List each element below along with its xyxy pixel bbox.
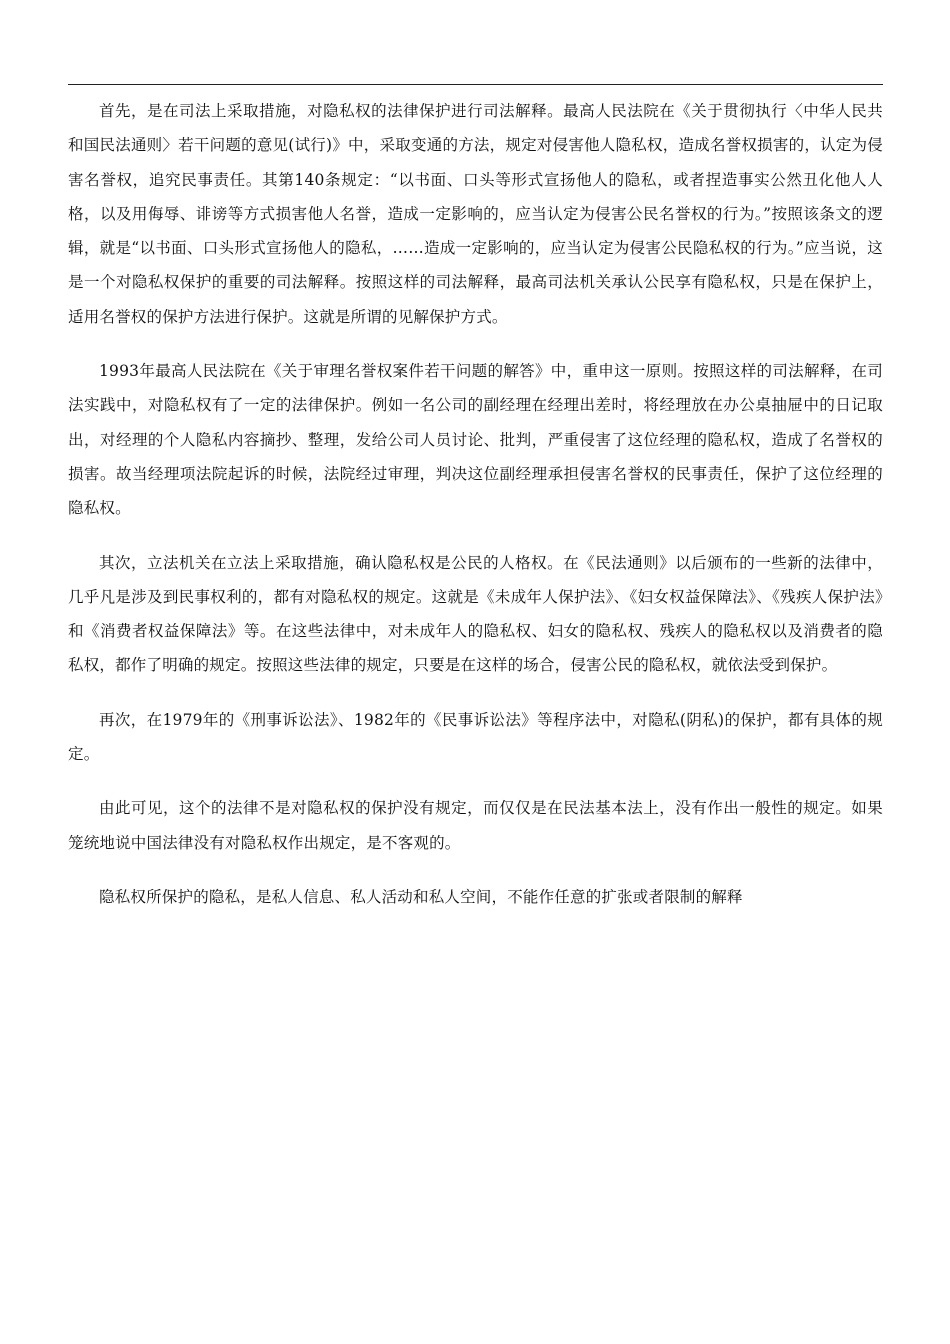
header-rule (68, 84, 883, 85)
paragraph-2: 1993年最高人民法院在《关于审理名誉权案件若干问题的解答》中，重申这一原则。按照这样的司法解释，在司法实践中，对隐私权有了一定的法律保护。例如一名公司的副经理在经理出差时，将经理放在办公桌抽屉中的日记取出，对经理的个人隐私内容摘抄、整理，发给公司人员讨论、批判，严重侵害了这位经理的隐私权，造成了名誉权的损害。故当经理项法院起诉的时候，法院经过审理，判决这位副经理承担侵害名誉权的民事责任，保护了这位经理的隐私权。 (68, 362, 883, 518)
paragraph-6: 隐私权所保护的隐私，是私人信息、私人活动和私人空间，不能作任意的扩张或者限制的解释 (99, 887, 743, 906)
paragraph-1: 首先，是在司法上采取措施，对隐私权的法律保护进行司法解释。最高人民法院在《关于贯彻执行〈中华人民共和国民法通则〉若干问题的意见(试行)》中，采取变通的方法，规定对侵害他人隐私权，造成名誉权损害的，认定为侵害名誉权，追究民事责任。其第140条规定：“以书面、口头等形式宣扬他人的隐私，或者捏造事实公然丑化他人人格，以及用侮辱、诽谤等方式损害他人名誉，造成一定影响的，应当认定为侵害公民名誉权的行为。”按照该条文的逻辑，就是“以书面、口头形式宣扬他人的隐私，……造成一定影响的，应当认定为侵害公民隐私权的行为。”应当说，这是一个对隐私权保护的重要的司法解释。按照这样的司法解释，最高司法机关承认公民享有隐私权，只是在保护上，适用名誉权的保护方法进行保护。这就是所谓的见解保护方式。 (68, 102, 883, 326)
document-body (68, 94, 883, 914)
paragraph-4: 再次，在1979年的《刑事诉讼法》、1982年的《民事诉讼法》等程序法中，对隐私(阴私)的保护，都有具体的规定。 (68, 710, 883, 764)
paragraph-3: 其次，立法机关在立法上采取措施，确认隐私权是公民的人格权。在《民法通则》以后颁布的一些新的法律中，几乎凡是涉及到民事权利的，都有对隐私权的规定。这就是《未成年人保护法》、《妇女权益保障法》、《残疾人保护法》和《消费者权益保障法》等。在这些法律中，对未成年人的隐私权、妇女的隐私权、残疾人的隐私权以及消费者的隐私权，都作了明确的规定。按照这些法律的规定，只要是在这样的场合，侵害公民的隐私权，就依法受到保护。 (68, 553, 883, 675)
paragraph-5: 由此可见，这个的法律不是对隐私权的保护没有规定，而仅仅是在民法基本法上，没有作出一般性的规定。如果笼统地说中国法律没有对隐私权作出规定，是不客观的。 (68, 799, 883, 852)
